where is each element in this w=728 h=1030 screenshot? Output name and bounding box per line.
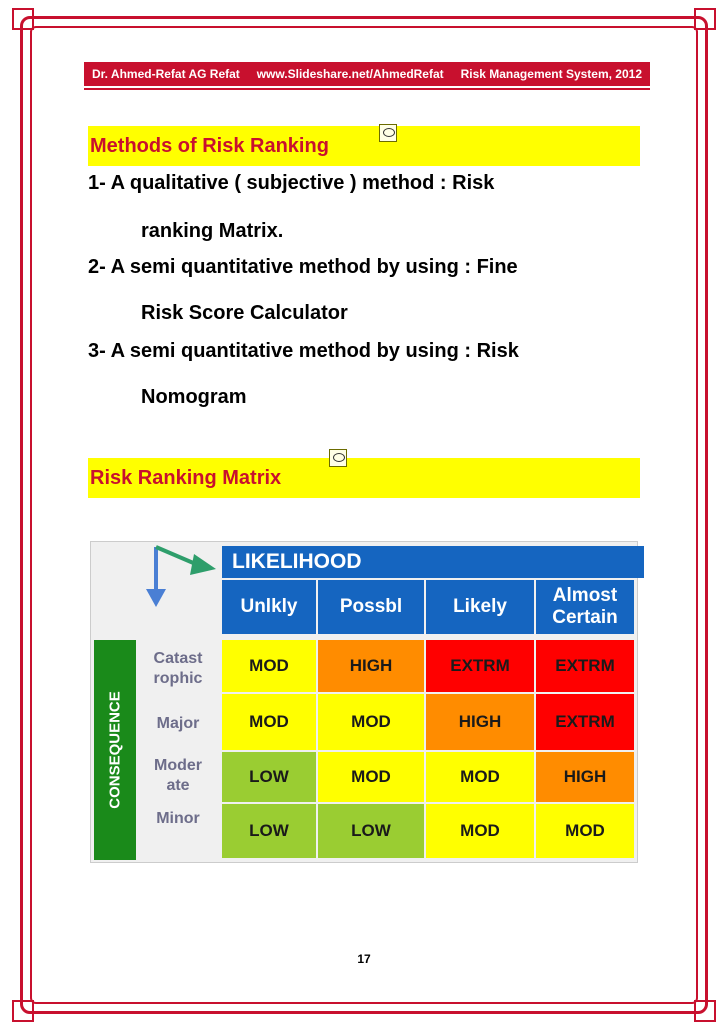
matrix-cell-text: MOD <box>351 712 391 731</box>
matrix-cell-text: MOD <box>249 712 289 731</box>
consequence-label: CONSEQUENCE <box>106 691 124 809</box>
matrix-cell <box>536 694 634 750</box>
row-head-major-text: Major <box>156 715 200 732</box>
likelihood-label: LIKELIHOOD <box>232 549 362 573</box>
row-head-catastrophic <box>140 640 216 698</box>
method-1-line-1: 1- A qualitative ( subjective ) method : Risk <box>88 172 495 194</box>
frame-corner-top-left <box>12 8 34 30</box>
col-head-possible-text: Possbl <box>339 596 403 618</box>
matrix-cell-text: EXTRM <box>555 712 615 731</box>
method-2-line-1: 2- A semi quantitative method by using : Fine <box>88 256 518 278</box>
matrix-cell-text: MOD <box>460 767 500 786</box>
matrix-cell <box>536 804 634 858</box>
matrix-cell <box>318 694 424 750</box>
consequence-bar <box>94 640 136 860</box>
header-bar <box>84 62 650 86</box>
matrix-cell <box>536 752 634 802</box>
matrix-cell <box>222 640 316 692</box>
row-head-minor <box>140 804 216 834</box>
matrix-cell <box>222 752 316 802</box>
row-head-minor-text: Minor <box>156 810 200 827</box>
matrix-cell-text: HIGH <box>349 656 393 675</box>
matrix-cell-text: MOD <box>565 821 605 840</box>
comment-icon[interactable] <box>329 449 347 467</box>
col-head-possible <box>318 580 424 634</box>
arrow-right-icon <box>190 554 216 575</box>
matrix-cell <box>318 752 424 802</box>
col-head-unlikely-text: Unlkly <box>240 596 298 618</box>
matrix-cell <box>318 804 424 858</box>
frame-corner-top-right <box>694 8 716 30</box>
arrow-right-shaft <box>156 547 198 565</box>
matrix-cell <box>536 640 634 692</box>
matrix-cell-text: HIGH <box>563 767 607 786</box>
likelihood-header <box>222 546 644 578</box>
row-head-moderate <box>140 750 216 802</box>
matrix-cell-text: EXTRM <box>555 656 615 675</box>
col-head-unlikely <box>222 580 316 634</box>
col-head-likely-text: Likely <box>453 596 507 618</box>
header-title: Risk Management System, 2012 <box>460 67 642 81</box>
matrix-cell <box>222 804 316 858</box>
matrix-cell-text: MOD <box>249 656 289 675</box>
page-number: 17 <box>357 952 371 966</box>
comment-icon[interactable] <box>379 124 397 142</box>
matrix-cell <box>426 640 534 692</box>
arrow-down-icon <box>146 589 166 607</box>
matrix-cell-text: MOD <box>460 821 500 840</box>
header-url: www.Slideshare.net/AhmedRefat <box>256 67 444 81</box>
col-head-almost-certain-text: Almost Certain <box>552 585 618 628</box>
row-head-moderate-text: Moder ate <box>154 757 202 794</box>
method-3-line-2: Nomogram <box>141 386 247 408</box>
col-head-almost-certain <box>536 580 634 634</box>
section-heading-matrix-text: Risk Ranking Matrix <box>90 466 282 489</box>
matrix-cell-text: LOW <box>249 821 289 840</box>
matrix-cell-text: LOW <box>249 767 289 786</box>
header-rule <box>84 88 650 90</box>
matrix-cell-text: MOD <box>351 767 391 786</box>
matrix-cell-text: EXTRM <box>450 656 510 675</box>
section-heading-matrix <box>88 458 640 498</box>
matrix-cell <box>426 752 534 802</box>
section-heading-methods <box>88 126 640 166</box>
matrix-cell-text: LOW <box>351 821 391 840</box>
method-2-line-2: Risk Score Calculator <box>141 302 348 324</box>
col-head-likely <box>426 580 534 634</box>
matrix-cell-text: HIGH <box>458 712 502 731</box>
row-head-major <box>140 700 216 748</box>
matrix-cell <box>222 694 316 750</box>
matrix-cell <box>426 804 534 858</box>
method-3-line-1: 3- A semi quantitative method by using : Risk <box>88 340 519 362</box>
matrix-cell <box>426 694 534 750</box>
section-heading-methods-text: Methods of Risk Ranking <box>90 134 329 157</box>
frame-corner-bottom-right <box>694 1000 716 1022</box>
method-1-line-2: ranking Matrix. <box>141 220 284 242</box>
row-head-catastrophic-text: Catast rophic <box>153 650 203 687</box>
header-author: Dr. Ahmed-Refat AG Refat <box>92 67 240 81</box>
matrix-cell <box>318 640 424 692</box>
direction-arrows <box>138 541 228 611</box>
frame-corner-bottom-left <box>12 1000 34 1022</box>
